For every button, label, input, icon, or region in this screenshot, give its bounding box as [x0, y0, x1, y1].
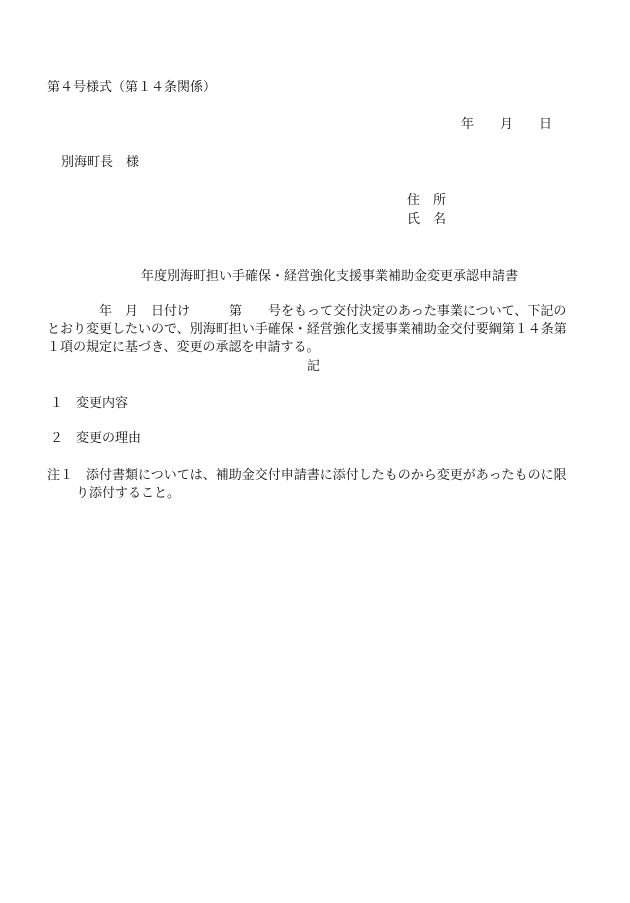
note-line-2: り添付すること。 — [76, 486, 181, 501]
applicant-name-label: 氏 名 — [407, 212, 447, 227]
body-line-1: 年 月 日付け 第 号をもって交付決定のあった事業について、下記の — [47, 304, 567, 319]
note-line-1: 注１ 添付書類については、補助金交付申請書に添付したものから変更があったものに限 — [47, 468, 567, 483]
item-change-reason: ２ 変更の理由 — [50, 431, 142, 446]
addressee: 別海町長 様 — [61, 155, 140, 170]
document-title: 年度別海町担い手確保・経営強化支援事業補助金変更承認申請書 — [141, 269, 519, 284]
body-line-2: とおり変更したいので、別海町担い手確保・経営強化支援事業補助金交付要綱第１４条第 — [47, 322, 567, 337]
body-paragraph — [47, 303, 585, 357]
body-line-3: １項の規定に基づき、変更の承認を申請する。 — [47, 340, 320, 355]
applicant-address-label: 住 所 — [407, 193, 447, 208]
ki-heading: 記 — [307, 359, 321, 374]
form-number: 第４号様式（第１４条関係） — [47, 80, 217, 95]
date-line: 年 月 日 — [461, 117, 553, 132]
item-change-content: １ 変更内容 — [50, 396, 129, 411]
